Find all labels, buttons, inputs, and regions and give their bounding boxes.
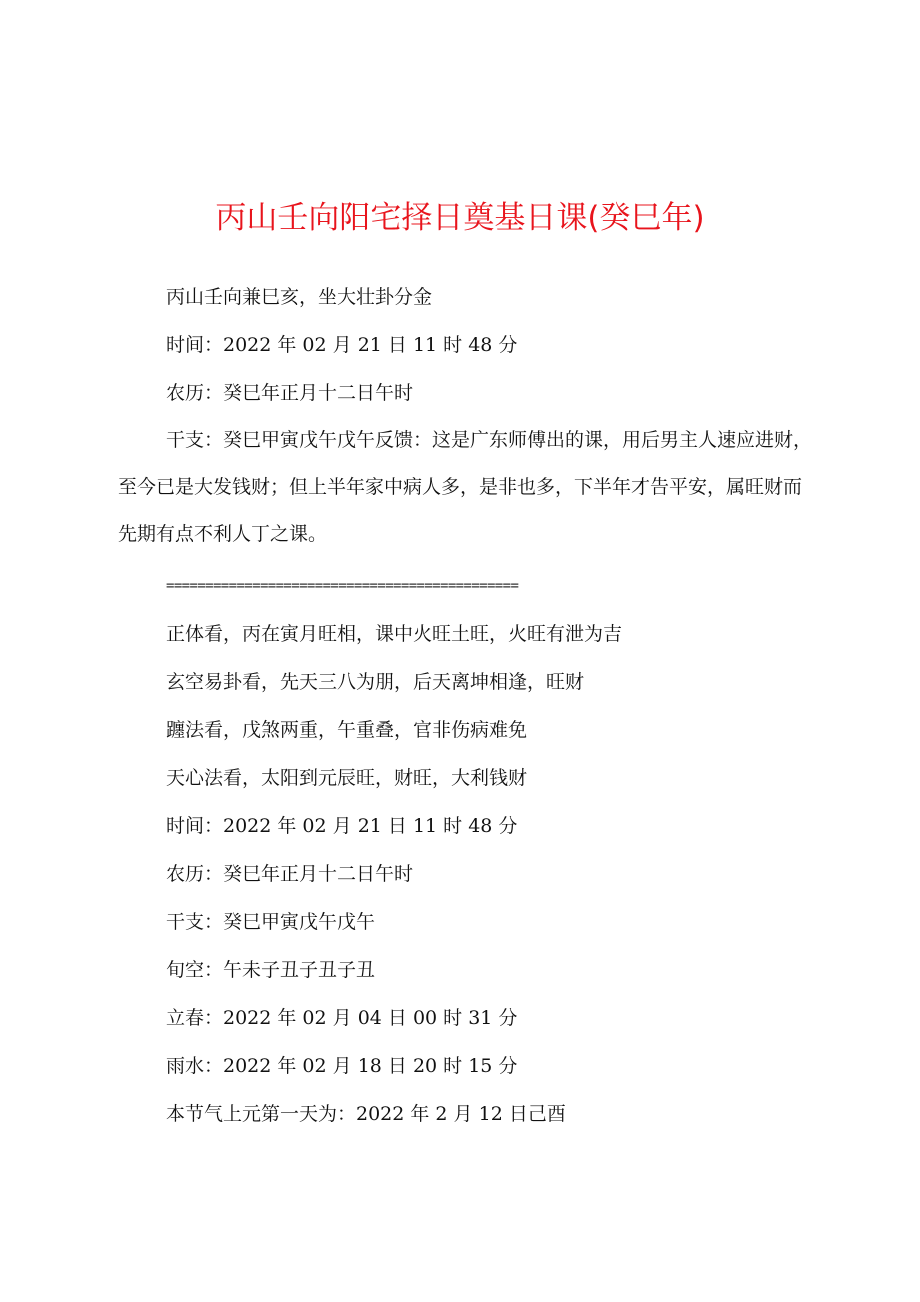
analysis-line: 干支：癸巳甲寅戊午戊午 bbox=[166, 911, 376, 933]
separator-line: ============================================= bbox=[166, 578, 519, 594]
intro-line-time: 时间：2022 年 02 月 21 日 11 时 48 分 bbox=[166, 334, 518, 356]
analysis-line: 天心法看，太阳到元辰旺，财旺，大利钱财 bbox=[166, 767, 528, 789]
analysis-line: 玄空易卦看，先天三八为朋，后天离坤相逢，旺财 bbox=[166, 671, 585, 693]
document-title: 丙山壬向阳宅择日奠基日课(癸巳年) bbox=[215, 200, 705, 236]
intro-line-bearing: 丙山壬向兼巳亥，坐大壮卦分金 bbox=[166, 286, 433, 308]
analysis-line: 躔法看，戊煞两重，午重叠，官非伤病难免 bbox=[166, 719, 528, 741]
analysis-line: 时间：2022 年 02 月 21 日 11 时 48 分 bbox=[166, 815, 518, 837]
analysis-line: 本节气上元第一天为：2022 年 2 月 12 日己酉 bbox=[166, 1103, 566, 1125]
feedback-paragraph: 干支：癸巳甲寅戊午戊午反馈：这是广东师傅出的课，用后男主人速应进财，至今已是大发钱财；但上半年家中病人多，是非也多，下半年才告平安，属旺财而先期有点不利人丁之课。 bbox=[118, 429, 813, 545]
analysis-line: 雨水：2022 年 02 月 18 日 20 时 15 分 bbox=[166, 1055, 518, 1077]
analysis-line: 立春：2022 年 02 月 04 日 00 时 31 分 bbox=[166, 1007, 518, 1029]
analysis-line: 农历：癸巳年正月十二日午时 bbox=[166, 863, 414, 885]
intro-line-lunar: 农历：癸巳年正月十二日午时 bbox=[166, 382, 414, 404]
analysis-line: 正体看，丙在寅月旺相，课中火旺土旺，火旺有泄为吉 bbox=[166, 623, 623, 645]
analysis-line: 旬空：午未子丑子丑子丑 bbox=[166, 959, 376, 981]
